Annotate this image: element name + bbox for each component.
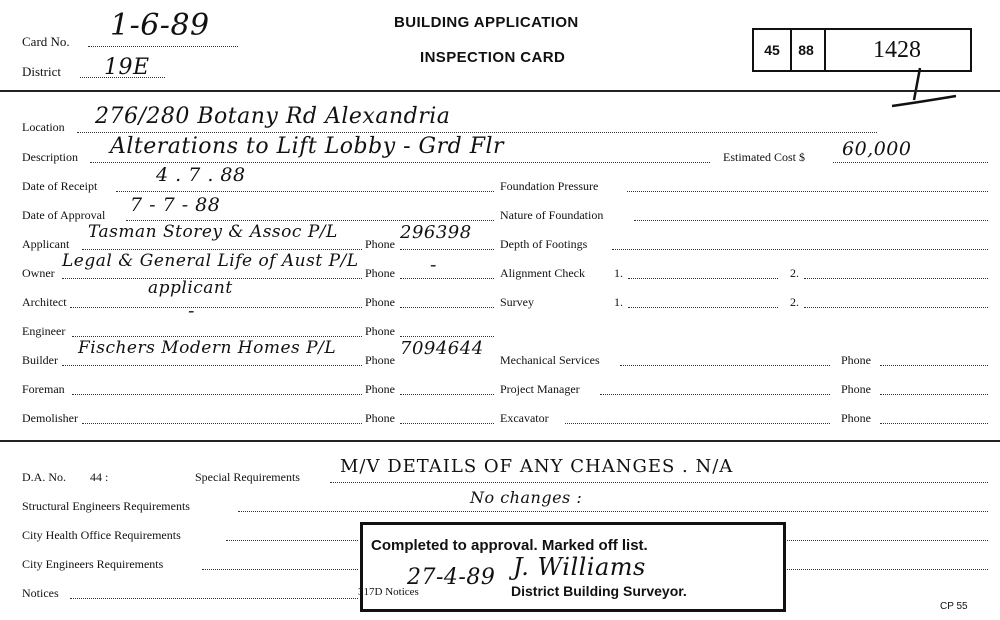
depth-footings-dots	[612, 249, 988, 250]
survey-1-label: 1.	[614, 295, 623, 309]
location-dots	[77, 132, 877, 133]
health-label: City Health Office Requirements	[22, 528, 181, 542]
city-engineers-dots-right	[785, 569, 988, 570]
card-no-dots	[88, 46, 238, 47]
foreman-dots	[72, 394, 362, 395]
owner-value-applicant: applicant	[148, 278, 233, 298]
da-no-value: 44 :	[90, 470, 109, 484]
survey-1-dots	[628, 307, 778, 308]
number-box-2-text: 88	[798, 42, 814, 58]
notices-label: Notices	[22, 586, 59, 600]
card-title-line2: INSPECTION CARD	[420, 49, 566, 66]
builder-label: Builder	[22, 353, 58, 367]
date-receipt-dots	[116, 191, 494, 192]
depth-footings-label: Depth of Footings	[500, 237, 588, 251]
footer-code: CP 55	[940, 601, 968, 612]
project-manager-dots	[600, 394, 830, 395]
owner-value: Legal & General Life of Aust P/L	[62, 251, 359, 271]
alignment-2-dots	[804, 278, 988, 279]
demolisher-label: Demolisher	[22, 411, 78, 425]
city-engineers-label: City Engineers Requirements	[22, 557, 164, 571]
header-divider	[0, 90, 1000, 92]
project-manager-phone-label: Phone	[841, 382, 871, 396]
stamp-date: 27-4-89	[407, 565, 496, 590]
location-label: Location	[22, 120, 65, 134]
structural-dots	[238, 511, 988, 512]
estimated-cost-dots	[833, 162, 988, 163]
estimated-cost-value: 60,000	[842, 138, 912, 160]
foreman-phone-label: Phone	[365, 382, 395, 396]
nature-foundation-label: Nature of Foundation	[500, 208, 604, 222]
district-label: District	[22, 64, 61, 79]
date-approval-dots	[126, 220, 494, 221]
foundation-pressure-dots	[627, 191, 988, 192]
district-value: 19E	[104, 55, 150, 80]
builder-phone-label: Phone	[365, 353, 395, 367]
location-value: 276/280 Botany Rd Alexandria	[95, 104, 451, 129]
builder-value: Fischers Modern Homes P/L	[78, 338, 337, 358]
number-box-1	[752, 28, 792, 72]
architect-dots	[70, 307, 362, 308]
description-value: Alterations to Lift Lobby - Grd Flr	[110, 134, 505, 159]
demolisher-phone-dots	[400, 423, 494, 424]
health-dots	[226, 540, 358, 541]
alignment-1-label: 1.	[614, 266, 623, 280]
number-box-2	[788, 28, 826, 72]
structural-label: Structural Engineers Requirements	[22, 499, 190, 513]
da-no-label: D.A. No.	[22, 470, 66, 484]
architect-phone-label: Phone	[365, 295, 395, 309]
card-no-label: Card No.	[22, 34, 70, 49]
builder-dots	[62, 365, 362, 366]
project-manager-phone-dots	[880, 394, 988, 395]
engineer-dots	[72, 336, 362, 337]
architect-phone-dots	[400, 307, 494, 308]
applicant-dots	[82, 249, 362, 250]
stamp-line1: Completed to approval. Marked off list.	[371, 537, 648, 554]
number-box-3-text: 1428	[873, 36, 921, 63]
date-approval-value: 7 - 7 - 88	[130, 194, 221, 216]
architect-label: Architect	[22, 295, 67, 309]
completion-stamp	[360, 522, 786, 612]
engineer-dash-value: -	[188, 300, 195, 322]
number-box-1-text: 45	[764, 42, 780, 58]
foreman-label: Foreman	[22, 382, 65, 396]
survey-2-label: 2.	[790, 295, 799, 309]
engineer-phone-label: Phone	[365, 324, 395, 338]
special-requirements-dots	[330, 482, 988, 483]
stamp-line2: District Building Surveyor.	[511, 583, 687, 599]
owner-label: Owner	[22, 266, 55, 280]
middle-divider	[0, 440, 1000, 442]
alignment-1-dots	[628, 278, 778, 279]
description-dots	[90, 162, 710, 163]
builder-phone-value: 7094644	[400, 338, 484, 359]
owner-phone-value: -	[430, 254, 437, 276]
engineer-phone-dots	[400, 336, 494, 337]
excavator-phone-dots	[880, 423, 988, 424]
applicant-phone-value: 296398	[400, 222, 472, 243]
project-manager-label: Project Manager	[500, 382, 580, 396]
survey-label: Survey	[500, 295, 534, 309]
excavator-dots	[565, 423, 830, 424]
city-engineers-dots	[202, 569, 358, 570]
survey-2-dots	[804, 307, 988, 308]
mechanical-phone-label: Phone	[841, 353, 871, 367]
card-no-value: 1-6-89	[110, 8, 210, 43]
health-dots-right	[785, 540, 988, 541]
demolisher-dots	[82, 423, 362, 424]
applicant-phone-dots	[400, 249, 494, 250]
date-receipt-label: Date of Receipt	[22, 179, 98, 193]
mechanical-label: Mechanical Services	[500, 353, 600, 367]
applicant-label: Applicant	[22, 237, 70, 251]
applicant-phone-label: Phone	[365, 237, 395, 251]
foundation-pressure-label: Foundation Pressure	[500, 179, 599, 193]
description-label: Description	[22, 150, 78, 164]
notices-317d-label: 317D Notices	[358, 586, 419, 598]
engineer-label: Engineer	[22, 324, 66, 338]
excavator-phone-label: Phone	[841, 411, 871, 425]
alignment-2-label: 2.	[790, 266, 799, 280]
excavator-label: Excavator	[500, 411, 549, 425]
notices-dots	[70, 598, 358, 599]
special-requirements-label: Special Requirements	[195, 470, 300, 484]
alignment-label: Alignment Check	[500, 266, 585, 280]
date-approval-label: Date of Approval	[22, 208, 106, 222]
special-requirements-value2: No changes :	[470, 488, 583, 507]
applicant-value: Tasman Storey & Assoc P/L	[88, 222, 338, 242]
estimated-cost-label: Estimated Cost $	[723, 150, 805, 164]
owner-phone-label: Phone	[365, 266, 395, 280]
mechanical-phone-dots	[880, 365, 988, 366]
card-title-line1: BUILDING APPLICATION	[394, 14, 579, 31]
mechanical-dots	[620, 365, 830, 366]
date-receipt-value: 4 . 7 . 88	[156, 164, 246, 186]
special-requirements-value: M/V DETAILS OF ANY CHANGES . N/A	[340, 456, 734, 477]
nature-foundation-dots	[634, 220, 988, 221]
owner-phone-dots	[400, 278, 494, 279]
stamp-signature: J. Williams	[513, 553, 646, 581]
foreman-phone-dots	[400, 394, 494, 395]
demolisher-phone-label: Phone	[365, 411, 395, 425]
